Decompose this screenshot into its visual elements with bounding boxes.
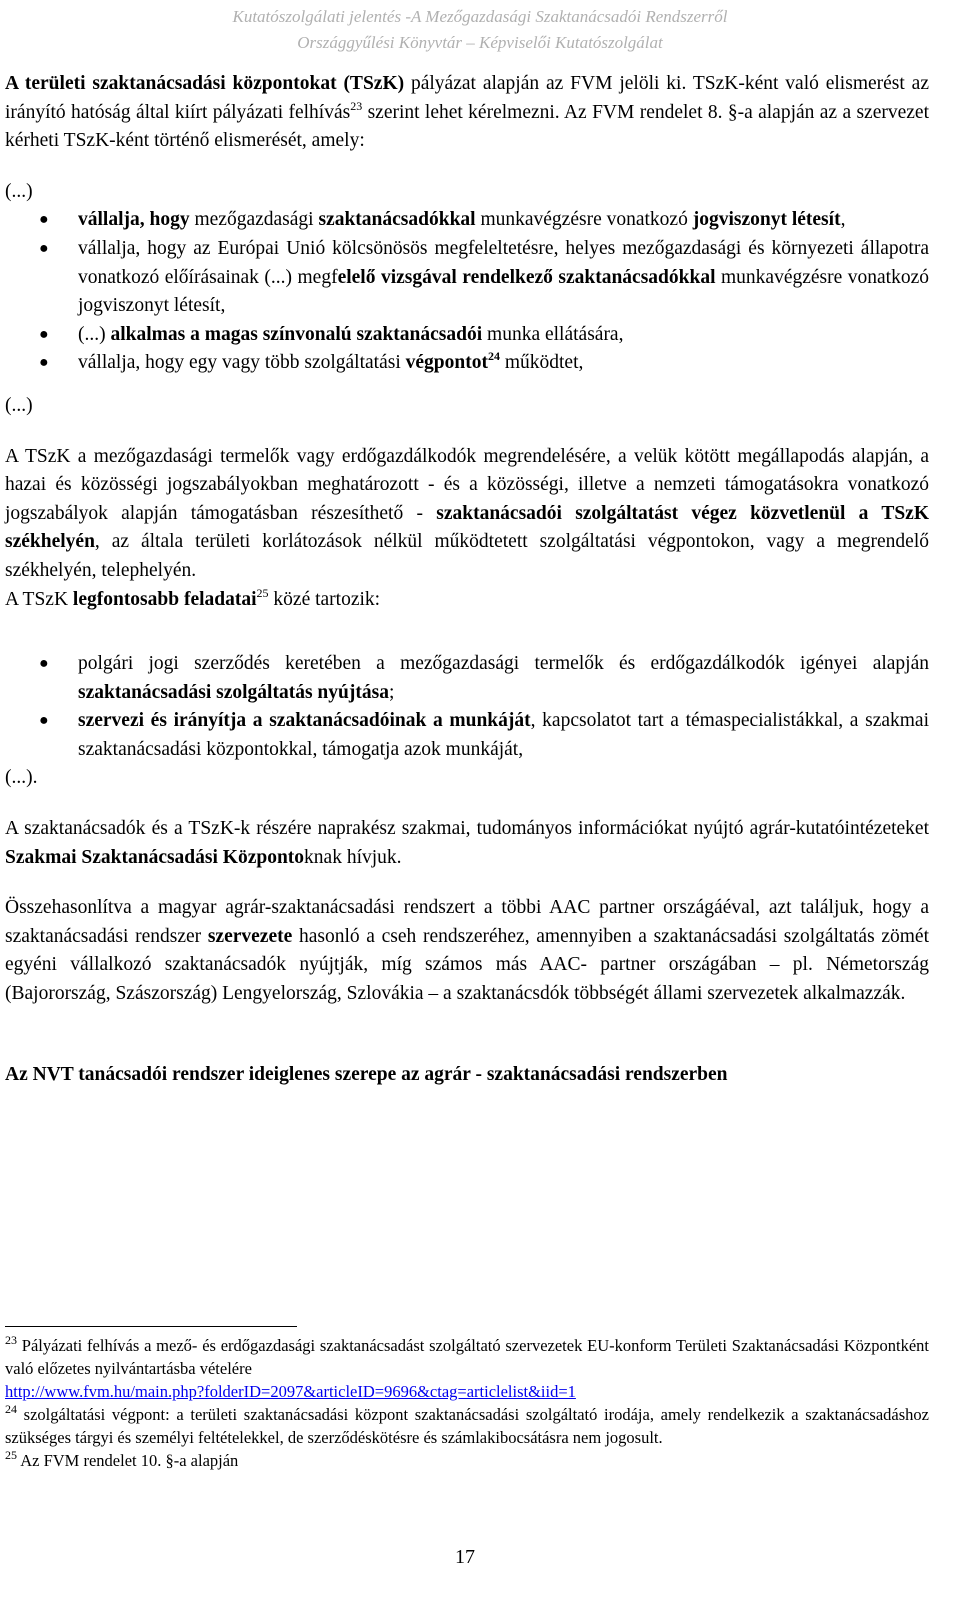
bold-text: vállalja, hogy: [78, 209, 190, 231]
text: polgári jogi szerződés keretében a mezőgazdasági termelők és erdőgazdálkodók igényei alapján: [78, 653, 929, 675]
footnote-25: [5, 1449, 929, 1472]
footnote-23: [5, 1334, 929, 1403]
bold-text: végpontot: [405, 352, 488, 374]
requirements-list: [5, 206, 929, 378]
header-line-2: Országgyűlési Könyvtár – Képviselői Kutatószolgálat: [297, 33, 663, 52]
text: , az általa területi korlátozások nélkül működtetett szolgáltatási végpontokon, vagy a megrendelő székhelyén, telephelyén.: [5, 531, 929, 581]
list-item: ● vállalja, hogy egy vagy több szolgáltatási végpontot$^{24}$ működtet,: [39, 349, 584, 374]
footnote-number: 23: [5, 1333, 17, 1347]
running-header: [0, 4, 960, 56]
text: működtet,: [499, 352, 584, 374]
footnote-text: szolgáltatási végpont: a területi szaktanácsadási központ szaktanácsadási szolgáltató irodája, amely rendelkezik a szaktanácsadáshoz szükséges tárgyi és személyi feltételekkel, de szerződéskötésre és számlakibocsátásra nem jogosult.: [5, 1405, 929, 1447]
list-item: ● polgári jogi szerződés keretében a mezőgazdasági termelők és erdőgazdálkodók igényei alapján szaktanácsadási szolgáltatás nyújtása;: [39, 653, 929, 703]
footnote-link[interactable]: http://www.fvm.hu/main.php?folderID=2097&articleID=9696&ctag=articlelist&iid=1: [5, 1382, 576, 1401]
footnote-ref-23: 23: [350, 98, 363, 113]
tasks-list: [5, 650, 929, 764]
text: hasonló a cseh rendszeréhez, amennyiben a szaktanácsadási szolgáltatás zömét egyéni vállalkozó szaktanácsadók nyújtják, míg számos más AAC- partner országában – pl. Németország (Bajorország, Szászország) Lengyelország, Szlovákia – a szaktanácsdók többségét állami szervezetek alkalmazzák.: [5, 925, 929, 1005]
footnotes: [5, 1334, 929, 1472]
text: A TSzK: [5, 588, 73, 610]
footnote-text: Az FVM rendelet 10. §-a alapján: [17, 1451, 239, 1470]
text: A szaktanácsadók és a TSzK-k részére naprakész szakmai, tudományos információkat nyújtó agrár-kutatóintézeteket: [5, 818, 929, 840]
ellipsis: (...): [5, 180, 33, 202]
text: vállalja, hogy az Európai Unió kölcsönösös megfeleltetésre, helyes mezőgazdasági és környezeti állapotra vonatkozó előírásainak (...) megf: [78, 237, 929, 288]
text: (...): [78, 323, 111, 345]
paragraph-tszk-services: [5, 443, 929, 586]
bold-text: szaktanácsadási szolgáltatás nyújtása: [78, 681, 389, 703]
paragraph-tszk-tasks: [5, 586, 929, 615]
ellipsis: (...): [5, 394, 33, 416]
bold-text: jogviszonyt létesít: [692, 209, 841, 231]
text: ;: [388, 681, 395, 703]
header-line-1: Kutatószolgálati jelentés -A Mezőgazdasági Szaktanácsadói Rendszerről: [232, 7, 728, 26]
list-item: ● vállalja, hogy az Európai Unió kölcsönösös megfeleltetésre, helyes mezőgazdasági és környezeti állapotra vonatkozó előírásainak (...) megfelelő vizsgával rendelkező szaktanácsadókkal munkavégzésre vonatkozó jogviszonyt létesít,: [39, 237, 929, 317]
bold-text: legfontosabb feladatai: [72, 588, 257, 610]
text: pályázat alapján az FVM jelöli ki. TSzK-ként való elismerést az irányító hatóság által kiírt pályázati felhívás: [5, 73, 929, 123]
text: A TSzK a mezőgazdasági termelők vagy erdőgazdálkodók megrendelésére, a velük kötött megállapodás alapján, a hazai és közösségi jogszabályokban meghatározott - és a közösségi, illetve a nemzeti támogatásokra vonatkozó jogszabályok alapján támogatásban részesíthető -: [5, 445, 929, 524]
list-item: ● szervezi és irányítja a szaktanácsadóinak a munkáját, kapcsolatot tart a témaspecialistákkal, a szakmai szaktanácsadási központokkal, támogatja azok munkáját,: [39, 710, 929, 760]
list-item: ● vállalja, hogy mezőgazdasági szaktanácsadókkal munkavégzésre vonatkozó jogviszonyt létesít,: [39, 209, 846, 231]
section-heading: Az NVT tanácsadói rendszer ideiglenes szerepe az agrár - szaktanácsadási rendszerben: [5, 1063, 728, 1085]
bold-text: elelő vizsgával rendelkező szaktanácsadókkal: [337, 266, 716, 288]
text: mezőgazdasági: [189, 209, 319, 231]
footnote-separator: [5, 1326, 297, 1327]
text: ,: [840, 209, 846, 231]
bold-text: szaktanácsadói szolgáltatást végez közvetlenül a TSzK székhelyén: [5, 502, 929, 553]
text: munkavégzésre vonatkozó: [475, 209, 693, 231]
text: , kapcsolatot tart a témaspecialistákkal, a szakmai szaktanácsadási központokkal, támogatja azok munkáját,: [78, 710, 929, 760]
footnote-ref-25: 25: [256, 585, 269, 600]
bold-text: alkalmas a magas színvonalú szaktanácsadói: [110, 323, 483, 345]
bold-text: szervezi és irányítja a szaktanácsadóinak a munkáját: [78, 710, 531, 732]
paragraph-comparison: [5, 894, 929, 1008]
ellipsis-end: (...).: [5, 767, 38, 789]
page-number: 17: [455, 1546, 475, 1568]
main-text: [5, 70, 929, 1089]
footnote-number: 25: [5, 1448, 17, 1462]
footnote-text: Pályázati felhívás a mező- és erdőgazdasági szaktanácsadást szolgáltató szervezetek EU-konform Területi Szaktanácsadási Központként való előzetes nyilvántartásba vételére: [5, 1336, 929, 1378]
bold-text: A területi szaktanácsadási központokat (TSzK): [5, 73, 405, 94]
text: vállalja, hogy egy vagy több szolgáltatási: [78, 352, 406, 374]
paragraph-tszk-intro: [5, 70, 929, 156]
text: knak hívjuk.: [304, 846, 402, 868]
text: szerint lehet kérelmezni. Az FVM rendelet 8. §-a alapján az a szervezet kérheti TSzK-ként történő elismerését, amely:: [5, 101, 929, 152]
bold-text: szervezete: [207, 925, 293, 947]
text: közé tartozik:: [268, 588, 381, 610]
paragraph-research-institutes: [5, 815, 929, 872]
text: munkavégzésre vonatkozó jogviszonyt létesít,: [78, 266, 929, 317]
bold-text: Szakmai Szaktanácsadási Központo: [5, 846, 305, 868]
footnote-ref-24: 24: [487, 349, 500, 364]
text: munka ellátására,: [482, 323, 624, 345]
list-item: ● (...) alkalmas a magas színvonalú szaktanácsadói munka ellátására,: [39, 323, 624, 345]
text: Összehasonlítva a magyar agrár-szaktanácsadási rendszert a többi AAC partner országáéval, azt találjuk, hogy a szaktanácsadási rendszer: [5, 897, 929, 947]
footnote-24: [5, 1403, 929, 1449]
bold-text: szaktanácsadókkal: [318, 209, 476, 231]
footnote-number: 24: [5, 1402, 17, 1416]
